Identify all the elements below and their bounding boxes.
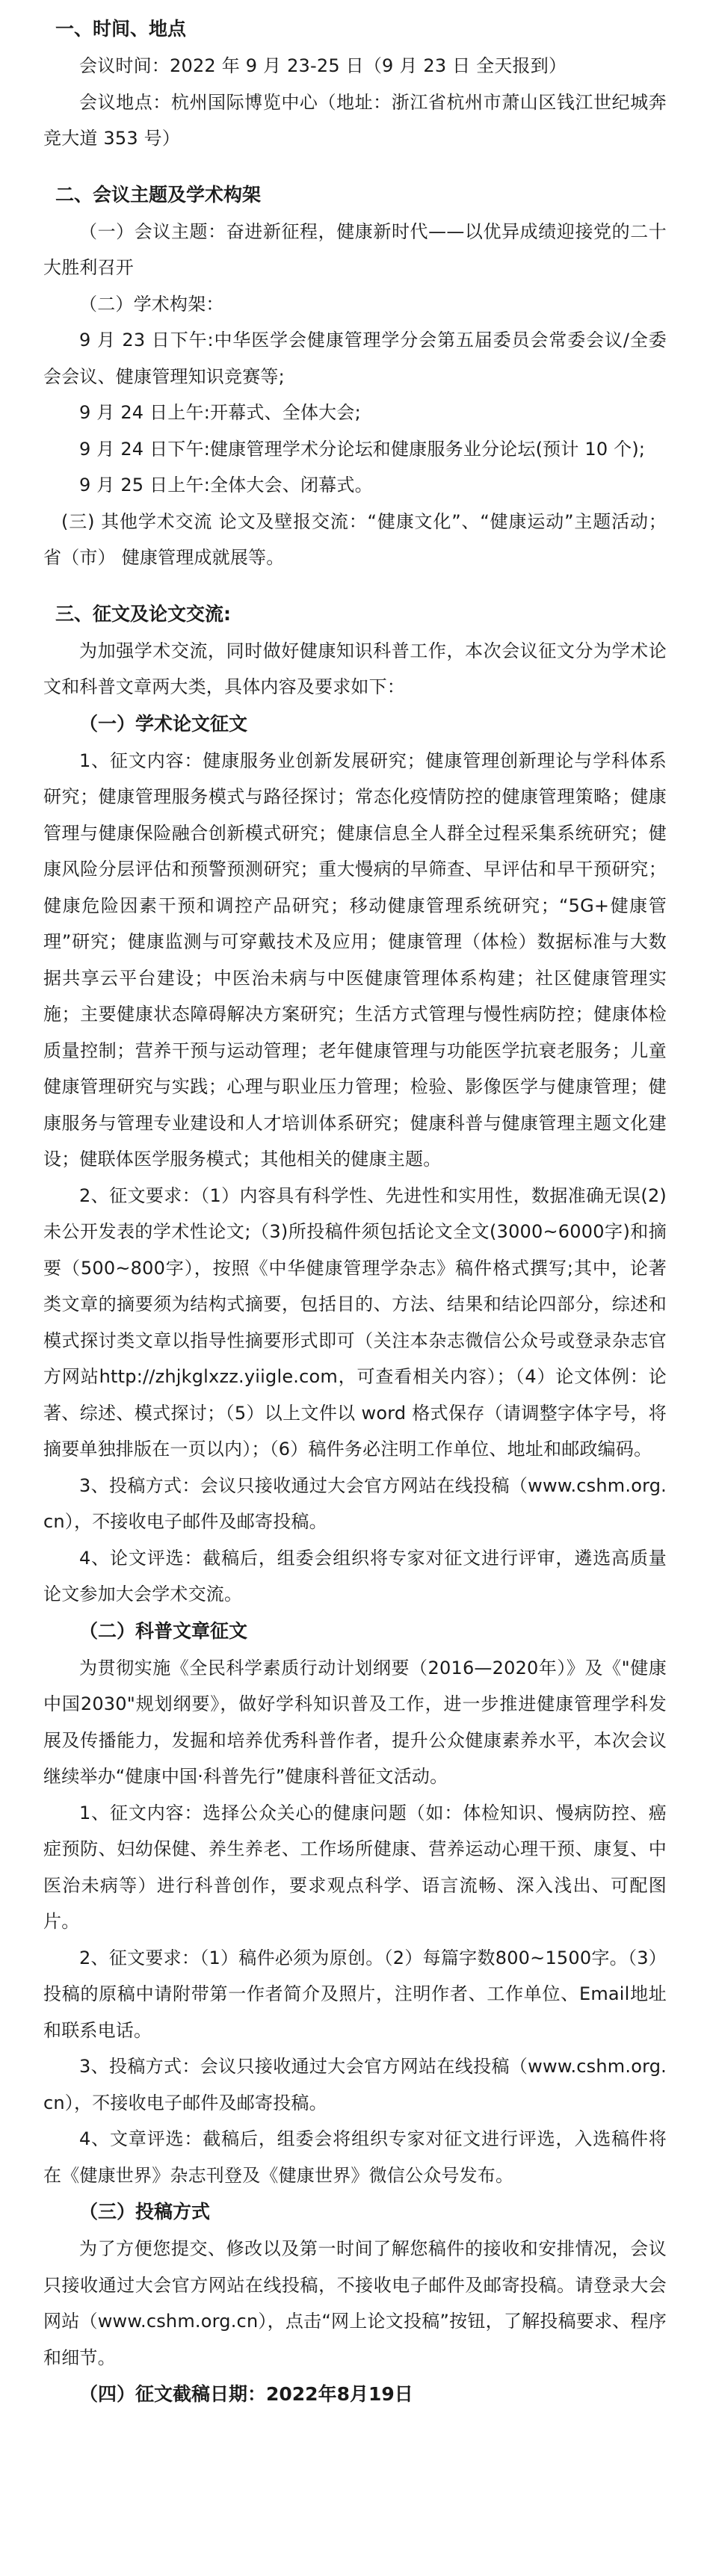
submission-method-text: 为了方便您提交、修改以及第一时间了解您稿件的接收和安排情况，会议只接收通过大会官方网站在线投稿，不接收电子邮件及邮寄投稿。请登录大会网站（www.cshm.org.cn），点击“网上论文投稿”按钮，了解投稿要求、程序和细节。 [43, 2238, 667, 2368]
academic-submission: 3、投稿方式：会议只接收通过大会官方网站在线投稿（www.cshm.org.cn），不接收电子邮件及邮寄投稿。 [43, 1474, 667, 1532]
arch-item-3: 9 月 24 日下午:健康管理学术分论坛和健康服务业分论坛(预计 10 个); [79, 438, 646, 460]
section-2-title: 二、会议主题及学术构架 [55, 183, 262, 206]
arch-item-4: 9 月 25 日上午:全体大会、闭幕式。 [79, 475, 373, 495]
meeting-place: 会议地点：杭州国际博览中心（地址：浙江省杭州市萧山区钱江世纪城奔竞大道 353 号） [43, 91, 667, 149]
arch-item-1: 9 月 23 日下午:中华医学会健康管理学分会第五届委员会常委会议/全委会会议、健康管理知识竞赛等; [43, 330, 667, 387]
subsection-submission-method: （三）投稿方式 [79, 2201, 211, 2223]
popular-science-requirements: 2、征文要求：（1）稿件必须为原创。（2）每篇字数800~1500字。（3）投稿的原稿中请附带第一作者简介及照片，注明作者、工作单位、Email地址和联系电话。 [43, 1947, 667, 2041]
academic-arch-heading: （二）学术构架： [79, 293, 224, 315]
meeting-theme: （一）会议主题：奋进新征程，健康新时代——以优异成绩迎接党的二十大胜利召开 [43, 220, 667, 278]
popular-science-intro: 为贯彻实施《全民科学素质行动计划纲要（2016—2020年）》及《"健康中国2030"规划纲要》，做好学科知识普及工作，进一步推进健康管理学科发展及传播能力，发掘和培养优秀科普作者，提升公众健康素养水平，本次会议继续举办“健康中国·科普先行”健康科普征文活动。 [43, 1657, 667, 1787]
academic-content: 1、征文内容：健康服务业创新发展研究；健康管理创新理论与学科体系研究；健康管理服务模式与路径探讨；常态化疫情防控的健康管理策略；健康管理与健康保险融合创新模式研究；健康信息全人群全过程采集系统研究；健康风险分层评估和预警预测研究；重大慢病的早筛查、早评估和早干预研究；健康危险因素干预和调控产品研究；移动健康管理系统研究；“5G+健康管理”研究；健康监测与可穿戴技术及应用；健康管理（体检）数据标准与大数据共享云平台建设；中医治未病与中医健康管理体系构建；社区健康管理实施；主要健康状态障碍解决方案研究；生活方式管理与慢性病防控；健康体检质量控制；营养干预与运动管理；老年健康管理与功能医学抗衰老服务；儿童健康管理研究与实践；心理与职业压力管理；检验、影像医学与健康管理；健康服务与管理专业建设和人才培训体系研究；健康科普与健康管理主题文化建设；健联体医学服务模式；其他相关的健康主题。 [43, 750, 667, 1170]
popular-science-review: 4、文章评选：截稿后，组委会将组织专家对征文进行评选，入选稿件将在《健康世界》杂志刊登及《健康世界》微信公众号发布。 [43, 2128, 667, 2186]
subsection-deadline: （四）征文截稿日期：2022年8月19日 [79, 2383, 413, 2405]
section-3-title: 三、征文及论文交流: [55, 602, 231, 625]
academic-requirements: 2、征文要求：（1）内容具有科学性、先进性和实用性，数据准确无误(2)未公开发表的学术性论文;（3)所投稿件须包括论文全文(3000~6000字)和摘要（500~800字），按照《中华健康管理学杂志》稿件格式撰写;其中，论著类文章的摘要须为结构式摘要，包括目的、方法、结果和结论四部分，综述和模式探讨类文章以指导性摘要形式即可（关注本杂志微信公众号或登录杂志官方网站http://zhjkglxzz.yiigle.com，可查看相关内容）；（4）论文体例：论著、综述、模式探讨；（5）以上文件以 word 格式保存（请调整字体字号，将摘要单独排版在一页以内）；（6）稿件务必注明工作单位、地址和邮政编码。 [43, 1184, 667, 1460]
arch-item-2: 9 月 24 日上午:开幕式、全体大会; [79, 402, 361, 423]
popular-science-submission: 3、投稿方式：会议只接收通过大会官方网站在线投稿（www.cshm.org.cn），不接收电子邮件及邮寄投稿。 [43, 2056, 667, 2113]
meeting-time: 会议时间：2022 年 9 月 23-25 日（9 月 23 日 全天报到） [79, 55, 567, 76]
section-1-title: 一、时间、地点 [55, 18, 187, 40]
subsection-popular-science: （二）科普文章征文 [79, 1619, 248, 1642]
other-exchange: (三) 其他学术交流 论文及壁报交流：“健康文化”、“健康运动”主题活动；省（市） 健康管理成就展等。 [43, 510, 667, 568]
section-3-intro: 为加强学术交流，同时做好健康知识科普工作，本次会议征文分为学术论文和科普文章两大类，具体内容及要求如下： [43, 640, 667, 697]
subsection-academic-papers: （一）学术论文征文 [79, 712, 248, 735]
academic-review: 4、论文评选：截稿后，组委会组织将专家对征文进行评审，遴选高质量论文参加大会学术交流。 [43, 1547, 667, 1604]
popular-science-content: 1、征文内容：选择公众关心的健康问题（如：体检知识、慢病防控、癌症预防、妇幼保健、养生养老、工作场所健康、营养运动心理干预、康复、中医治未病等）进行科普创作，要求观点科学、语言流畅、深入浅出、可配图片。 [43, 1802, 667, 1932]
